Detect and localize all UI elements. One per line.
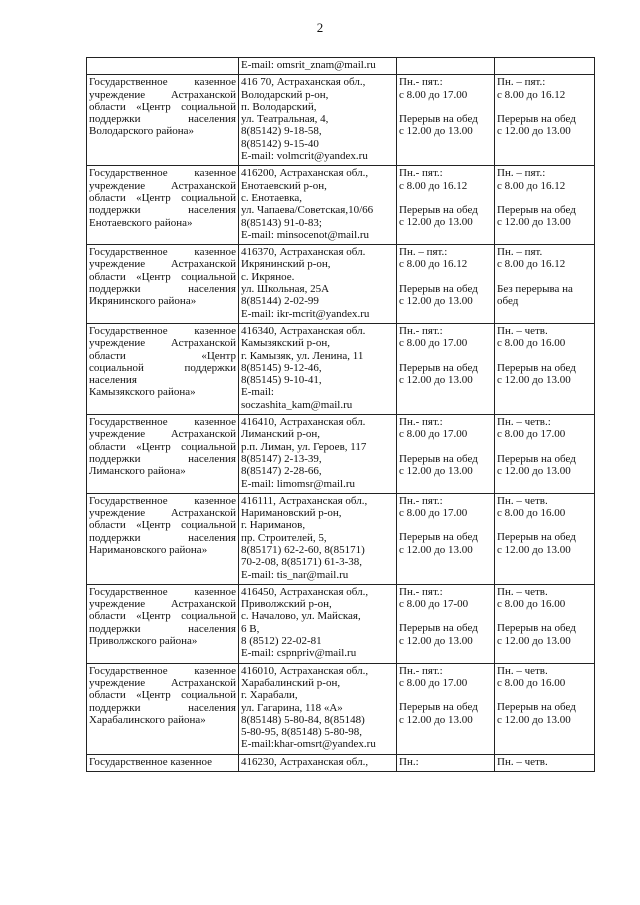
cell-line: с. Енотаевка, — [241, 191, 303, 204]
cell-line: Перерыв на обед — [399, 622, 478, 635]
cell-line — [497, 519, 592, 531]
cell-line: E-mail: minsocenot@mail.ru — [241, 228, 370, 241]
cell-line — [399, 101, 492, 113]
cell-line: Перерыв на обед — [399, 701, 478, 714]
table-row — [87, 493, 595, 584]
cell-line: с 8.00 до 16.00 — [497, 507, 566, 520]
working-hours-cell — [397, 323, 495, 414]
cell-line: Государственное казенное — [89, 585, 236, 598]
cell-line: с 12.00 до 13.00 — [399, 543, 473, 556]
cell-line: с 8.00 до 17.00 — [399, 337, 468, 350]
cell-line — [399, 610, 492, 622]
cell-line: с. Икряное. — [241, 270, 295, 283]
cell-line: 8(85171) 62-2-60, 8(85171) — [241, 543, 365, 556]
cell-line: Камызякский р-он, — [241, 337, 330, 350]
cell-line: 70-2-08, 8(85171) 61-3-38, — [241, 556, 362, 569]
cell-line: с 12.00 до 13.00 — [399, 125, 473, 138]
cell-line: 8(85143) 91-0-83; — [241, 216, 322, 229]
cell-line — [399, 350, 492, 362]
table-row — [87, 663, 595, 754]
cell-line: с 12.00 до 13.00 — [497, 543, 571, 556]
cell-line: социальной поддержки — [89, 361, 236, 374]
cell-line: Пн. – четв. — [497, 664, 548, 677]
cell-line: с 8.00 до 16.12 — [497, 88, 566, 101]
organizations-table — [86, 57, 595, 772]
cell-line: населения — [89, 374, 137, 387]
cell-line — [497, 101, 592, 113]
cell-line: ул. Чапаева/Советская,10/66 — [241, 204, 374, 217]
address-cell — [239, 323, 397, 414]
cell-line: учреждение Астраханской — [89, 88, 236, 101]
cell-line: E-mail: cspnpriv@mail.ru — [241, 647, 357, 660]
cell-line: с 12.00 до 13.00 — [497, 216, 571, 229]
cell-line: области «Центр — [89, 349, 236, 362]
cell-line: 8(85147) 2-13-39, — [241, 452, 322, 465]
cell-line: с 8.00 до 17.00 — [399, 676, 468, 689]
cell-line: 416111, Астраханская обл., — [241, 494, 368, 507]
cell-line: с. Началово, ул. Майская, — [241, 610, 361, 623]
reception-hours-cell — [495, 323, 595, 414]
cell-line: области «Центр социальной — [89, 191, 236, 204]
table-row — [87, 75, 595, 166]
cell-line: E-mail:khar-omsrt@yandex.ru — [241, 738, 376, 751]
cell-line: Государственное казенное — [89, 324, 236, 337]
cell-line: р.п. Лиман, ул. Героев, 117 — [241, 440, 367, 453]
address-cell — [239, 245, 397, 324]
cell-line: Икрянинского района» — [89, 295, 197, 308]
organization-cell — [87, 584, 239, 663]
cell-line: с 12.00 до 13.00 — [399, 373, 473, 386]
working-hours-cell — [397, 58, 495, 75]
cell-line: области «Центр социальной — [89, 610, 236, 623]
cell-line: с 8.00 до 16.00 — [497, 676, 566, 689]
cell-line: Пн. – пят.: — [497, 76, 546, 89]
cell-line: области «Центр социальной — [89, 689, 236, 702]
cell-line: 8(85145) 9-12-46, — [241, 361, 322, 374]
cell-line: с 12.00 до 13.00 — [399, 634, 473, 647]
cell-line: Государственное казенное — [89, 246, 236, 259]
reception-hours-cell — [495, 58, 595, 75]
cell-line — [399, 519, 492, 531]
cell-line: с 8.00 до 16.00 — [497, 598, 566, 611]
cell-line — [399, 271, 492, 283]
working-hours-cell — [397, 584, 495, 663]
cell-line: с 12.00 до 13.00 — [399, 295, 473, 308]
cell-line: Государственное казенное — [89, 664, 236, 677]
cell-line: учреждение Астраханской — [89, 676, 236, 689]
cell-line: Перерыв на обед — [497, 622, 576, 635]
table-row — [87, 58, 595, 75]
cell-line — [497, 192, 592, 204]
cell-line: Перерыв на обед — [399, 531, 478, 544]
cell-line — [399, 689, 492, 701]
working-hours-cell — [397, 245, 495, 324]
cell-line: Государственное казенное — [89, 76, 236, 89]
cell-line: ул. Театральная, 4, — [241, 113, 329, 126]
table-row — [87, 415, 595, 494]
cell-line: Володарский р-он, — [241, 88, 329, 101]
cell-line: с 12.00 до 13.00 — [399, 464, 473, 477]
cell-line — [497, 610, 592, 622]
cell-line: Перерыв на обед — [497, 112, 576, 125]
cell-line: Пн. – пят.: — [399, 246, 448, 259]
address-cell — [239, 166, 397, 245]
organization-cell — [87, 754, 239, 771]
cell-line — [497, 689, 592, 701]
cell-line: Пн.- пят.: — [399, 324, 443, 337]
cell-line: области «Центр социальной — [89, 100, 236, 113]
address-cell — [239, 754, 397, 771]
cell-line: поддержки населения — [89, 283, 236, 296]
cell-line: Енотаевский р-он, — [241, 179, 327, 192]
working-hours-cell — [397, 166, 495, 245]
reception-hours-cell — [495, 166, 595, 245]
cell-line: soczashita_kam@mail.ru — [241, 398, 353, 411]
table-row — [87, 584, 595, 663]
cell-line: Приволжского района» — [89, 635, 198, 648]
cell-line: 8(85142) 9-15-40 — [241, 137, 319, 150]
address-cell — [239, 58, 397, 75]
cell-line: ул. Гагарина, 118 «А» — [241, 701, 343, 714]
cell-line: области «Центр социальной — [89, 270, 236, 283]
cell-line — [497, 271, 592, 283]
organization-cell — [87, 166, 239, 245]
address-cell — [239, 415, 397, 494]
cell-line: Перерыв на обед — [497, 452, 576, 465]
cell-line: п. Володарский, — [241, 100, 317, 113]
cell-line: E-mail: limomsr@mail.ru — [241, 477, 356, 490]
cell-line: E-mail: omsrit_znam@mail.ru — [241, 59, 376, 71]
working-hours-cell — [397, 75, 495, 166]
cell-line: 8(85148) 5-80-84, 8(85148) — [241, 713, 365, 726]
cell-line: поддержки населения — [89, 701, 236, 714]
cell-line: Пн. – пят. — [497, 246, 543, 259]
working-hours-cell — [397, 415, 495, 494]
cell-line: Перерыв на обед — [497, 701, 576, 714]
table-row — [87, 166, 595, 245]
cell-line: Икрянинский р-он, — [241, 258, 331, 271]
cell-line: с 12.00 до 13.00 — [497, 373, 571, 386]
cell-line: Пн. – четв.: — [497, 416, 551, 429]
cell-line: Пн. – четв. — [497, 585, 548, 598]
cell-line: Пн.- пят.: — [399, 664, 443, 677]
cell-line: Наримановский р-он, — [241, 507, 342, 520]
cell-line: учреждение Астраханской — [89, 598, 236, 611]
cell-line: с 8.00 до 16.12 — [497, 258, 566, 271]
cell-line: 8(85145) 9-10-41, — [241, 374, 322, 387]
address-cell — [239, 663, 397, 754]
cell-line: Володарского района» — [89, 125, 195, 138]
working-hours-cell — [397, 493, 495, 584]
cell-line: Перерыв на обед — [399, 452, 478, 465]
cell-line: с 12.00 до 13.00 — [497, 464, 571, 477]
cell-line: E-mail: tis_nar@mail.ru — [241, 568, 349, 581]
table-row — [87, 245, 595, 324]
cell-line: поддержки населения — [89, 204, 236, 217]
cell-line: Перерыв на обед — [497, 361, 576, 374]
cell-line: Енотаевского района» — [89, 216, 193, 229]
cell-line: 8 (8512) 22-02-81 — [241, 635, 322, 648]
cell-line: E-mail: — [241, 386, 274, 399]
organization-cell — [87, 245, 239, 324]
cell-line: с 12.00 до 13.00 — [399, 713, 473, 726]
cell-line: с 8.00 до 17.00 — [399, 88, 468, 101]
cell-line: ул. Школьная, 25А — [241, 283, 330, 296]
cell-line: Пн.- пят.: — [399, 494, 443, 507]
cell-line: Пн.- пят.: — [399, 416, 443, 429]
address-cell — [239, 584, 397, 663]
cell-line: с 12.00 до 13.00 — [399, 216, 473, 229]
cell-line: 416010, Астраханская обл., — [241, 664, 369, 677]
cell-line: области «Центр социальной — [89, 519, 236, 532]
organization-cell — [87, 75, 239, 166]
table-row — [87, 323, 595, 414]
cell-line: области «Центр социальной — [89, 440, 236, 453]
cell-line: с 8.00 до 16.00 — [497, 337, 566, 350]
cell-line: с 12.00 до 13.00 — [497, 713, 571, 726]
cell-line: Перерыв на обед — [399, 361, 478, 374]
cell-line: Государственное казенное — [89, 167, 236, 180]
cell-line: 416410, Астраханская обл. — [241, 416, 366, 429]
organization-cell — [87, 58, 239, 75]
cell-line: Государственное казенное — [89, 494, 236, 507]
cell-line: 8(85144) 2-02-99 — [241, 295, 319, 308]
cell-line: E-mail: volmcrit@yandex.ru — [241, 150, 368, 163]
cell-line: 6 В, — [241, 622, 260, 635]
cell-line: поддержки населения — [89, 452, 236, 465]
cell-line: с 8.00 до 17.00 — [497, 428, 566, 441]
cell-line — [497, 350, 592, 362]
cell-line: с 8.00 до 16.12 — [497, 179, 566, 192]
cell-line: г. Харабали, — [241, 689, 298, 702]
reception-hours-cell — [495, 663, 595, 754]
cell-line: поддержки населения — [89, 113, 236, 126]
cell-line: Пн. – четв. — [497, 324, 548, 337]
reception-hours-cell — [495, 754, 595, 771]
cell-line: поддержки населения — [89, 622, 236, 635]
cell-line — [399, 441, 492, 453]
cell-line: Харабалинский р-он, — [241, 676, 341, 689]
cell-line: Пн.: — [399, 755, 419, 768]
cell-line: Лиманский р-он, — [241, 428, 321, 441]
cell-line: с 12.00 до 13.00 — [497, 634, 571, 647]
cell-line: Камызякского района» — [89, 386, 196, 399]
cell-line: Пн. – пят.: — [497, 167, 546, 180]
address-cell — [239, 493, 397, 584]
cell-line: 8(85142) 9-18-58, — [241, 125, 322, 138]
reception-hours-cell — [495, 584, 595, 663]
cell-line: Перерыв на обед — [497, 203, 576, 216]
cell-line: 416 70, Астраханская обл., — [241, 76, 366, 89]
cell-line: Наримановского района» — [89, 543, 208, 556]
cell-line: Перерыв на обед — [497, 531, 576, 544]
cell-line: 416230, Астраханская обл., — [241, 755, 369, 768]
cell-line: Пн. – четв. — [497, 755, 548, 768]
cell-line: с 8.00 до 17.00 — [399, 507, 468, 520]
cell-line: поддержки населения — [89, 531, 236, 544]
cell-line: Лиманского района» — [89, 465, 186, 478]
cell-line: Без перерыва на — [497, 282, 573, 295]
cell-line: с 8.00 до 17-00 — [399, 598, 469, 611]
cell-line: Государственное казенное — [89, 755, 213, 768]
organization-cell — [87, 663, 239, 754]
page-number: 2 — [316, 20, 324, 35]
cell-line: Перерыв на обед — [399, 203, 478, 216]
cell-line: г. Нариманов, — [241, 519, 306, 532]
cell-line: Харабалинского района» — [89, 713, 206, 726]
cell-line: 5-80-95, 8(85148) 5-80-98, — [241, 726, 362, 739]
reception-hours-cell — [495, 415, 595, 494]
organization-cell — [87, 323, 239, 414]
cell-line: г. Камызяк, ул. Ленина, 11 — [241, 349, 364, 362]
cell-line: 8(85147) 2-28-66, — [241, 465, 322, 478]
cell-line — [399, 192, 492, 204]
cell-line: Пн.- пят.: — [399, 76, 443, 89]
cell-line: Пн.- пят.: — [399, 167, 443, 180]
working-hours-cell — [397, 663, 495, 754]
cell-line: учреждение Астраханской — [89, 179, 236, 192]
cell-line: Государственное казенное — [89, 416, 236, 429]
cell-line: с 8.00 до 16.12 — [399, 179, 468, 192]
cell-line: 416200, Астраханская обл., — [241, 167, 369, 180]
working-hours-cell — [397, 754, 495, 771]
table-row — [87, 754, 595, 771]
cell-line: с 12.00 до 13.00 — [497, 125, 571, 138]
cell-line: учреждение Астраханской — [89, 428, 236, 441]
reception-hours-cell — [495, 493, 595, 584]
cell-line: Перерыв на обед — [399, 282, 478, 295]
organization-cell — [87, 493, 239, 584]
cell-line: учреждение Астраханской — [89, 337, 236, 350]
table-body — [87, 58, 595, 772]
cell-line: E-mail: ikr-mcrit@yandex.ru — [241, 307, 370, 320]
cell-line: 416340, Астраханская обл. — [241, 324, 366, 337]
cell-line: учреждение Астраханской — [89, 258, 236, 271]
cell-line: с 8.00 до 17.00 — [399, 428, 468, 441]
cell-line: Приволжский р-он, — [241, 598, 332, 611]
address-cell — [239, 75, 397, 166]
cell-line: Перерыв на обед — [399, 112, 478, 125]
cell-line: обед — [497, 295, 519, 308]
cell-line: 416370, Астраханская обл. — [241, 246, 366, 259]
cell-line: учреждение Астраханской — [89, 507, 236, 520]
cell-line: пр. Строителей, 5, — [241, 531, 327, 544]
cell-line — [497, 441, 592, 453]
cell-line: 416450, Астраханская обл., — [241, 585, 369, 598]
reception-hours-cell — [495, 75, 595, 166]
organization-cell — [87, 415, 239, 494]
cell-line: Пн. – четв. — [497, 494, 548, 507]
reception-hours-cell — [495, 245, 595, 324]
cell-line: Пн.- пят.: — [399, 585, 443, 598]
cell-line: с 8.00 до 16.12 — [399, 258, 468, 271]
